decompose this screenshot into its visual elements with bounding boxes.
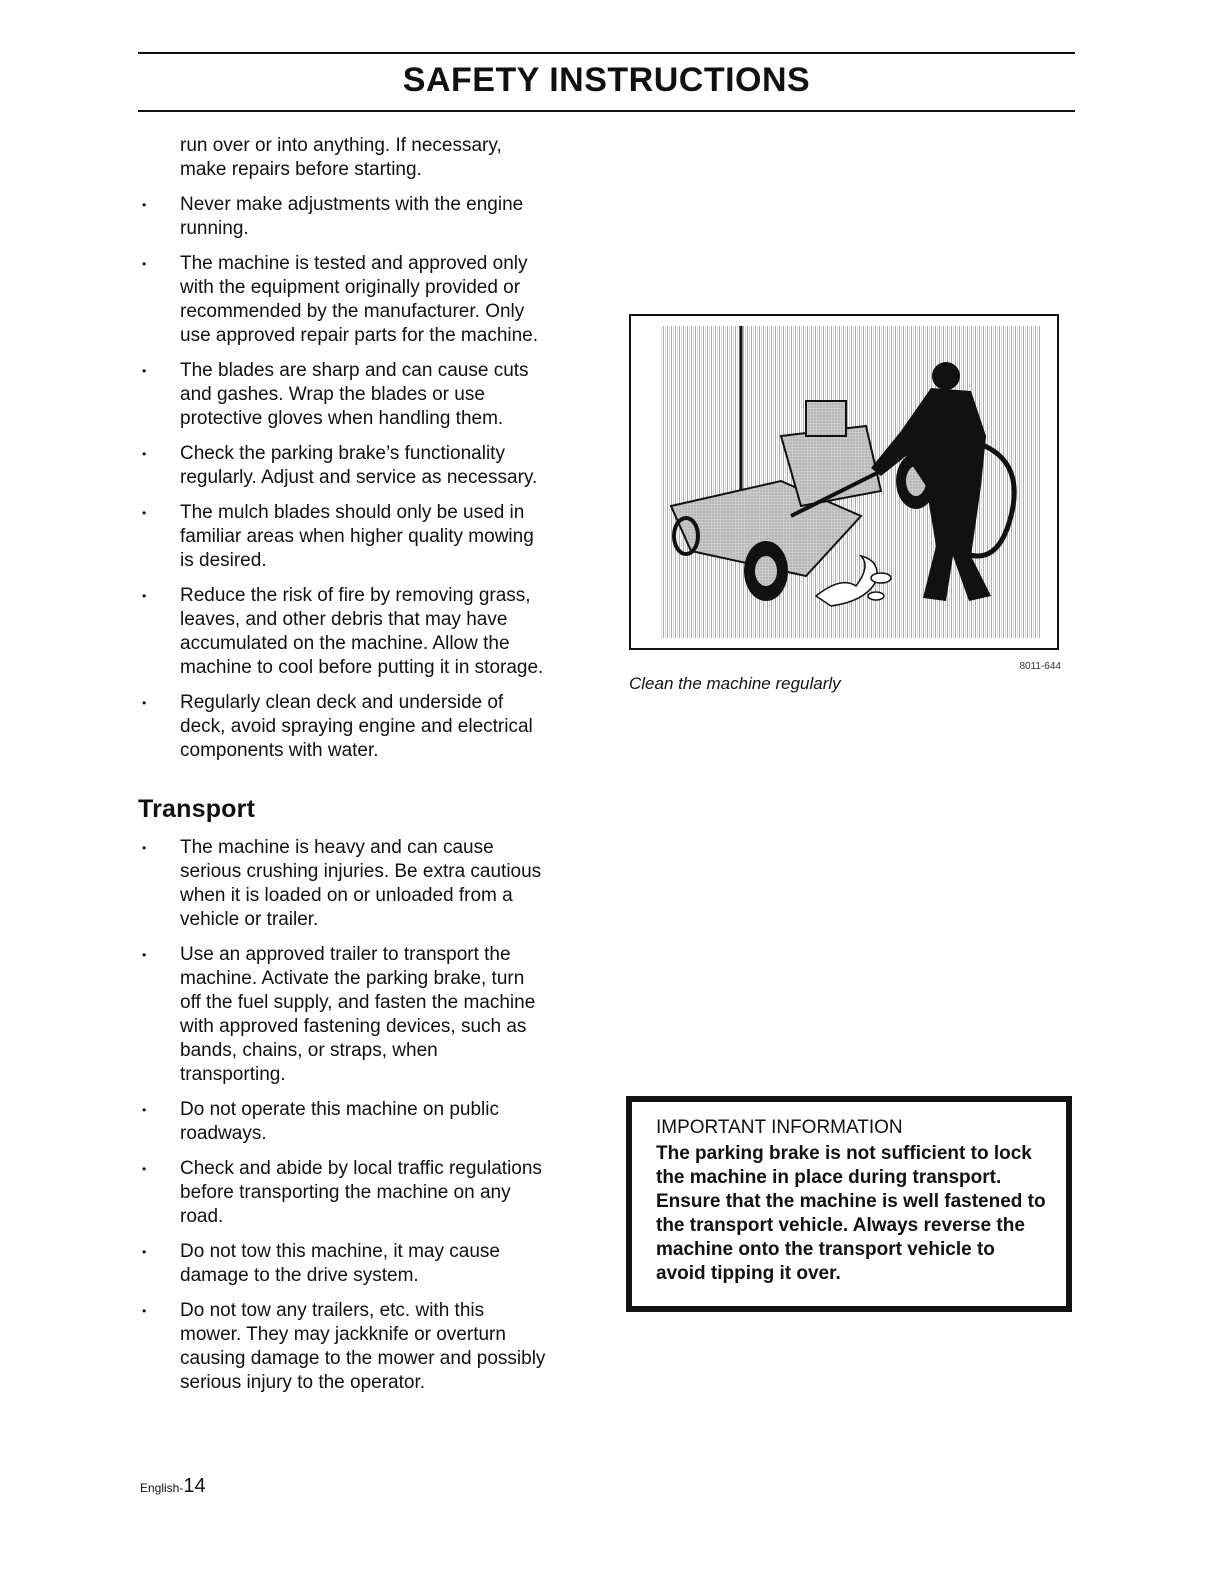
bullet-icon: • (142, 364, 147, 378)
bullet-icon: • (142, 1245, 147, 1259)
bullet-icon: • (142, 841, 147, 855)
maintenance-item (138, 193, 548, 241)
maintenance-item-text: Never make adjustments with the engine running. (180, 194, 524, 239)
maintenance-item-text: The blades are sharp and can cause cuts and gashes. Wrap the blades or use protective gloves when handling them. (180, 360, 529, 429)
bullet-icon: • (142, 447, 147, 461)
important-body: The parking brake is not sufficient to lock the machine in place during transport. Ensure that the machine is well fastened to the transport vehicle. Always reverse the machine onto the transport vehicle to avoid tipping it over. (656, 1143, 1046, 1284)
transport-item (138, 1240, 548, 1288)
bullet-icon: • (142, 506, 147, 520)
bullet-icon: • (142, 948, 147, 962)
maintenance-item-text: The mulch blades should only be used in familiar areas when higher quality mowing is desired. (180, 502, 534, 571)
maintenance-item-text: Reduce the risk of fire by removing grass, leaves, and other debris that may have accumulated on the machine. Allow the machine to cool before putting it in storage. (180, 585, 544, 678)
transport-item (138, 836, 548, 932)
footer-language: English- (140, 1481, 184, 1495)
transport-item-text: Use an approved trailer to transport the machine. Activate the parking brake, turn off the fuel supply, and fasten the machine with approved fastening devices, such as bands, chains, or straps, when transporting. (180, 944, 536, 1085)
transport-item (138, 1157, 548, 1229)
page-footer (140, 1474, 206, 1500)
bullet-icon: • (142, 1103, 147, 1117)
maintenance-item (138, 501, 548, 573)
bullet-icon: • (142, 1162, 147, 1176)
bullet-icon: • (142, 257, 147, 271)
maintenance-item-text: The machine is tested and approved only with the equipment originally provided or recommended by the manufacturer. Only use approved repair parts for the machine. (180, 253, 539, 346)
transport-item (138, 1299, 548, 1395)
page-number: 14 (183, 1475, 206, 1497)
maintenance-list (138, 193, 548, 763)
transport-item (138, 943, 548, 1087)
bullet-icon: • (142, 198, 147, 212)
header-rule-bottom (138, 110, 1075, 112)
transport-item (138, 1098, 548, 1146)
transport-item-text: The machine is heavy and can cause serious crushing injuries. Be extra cautious when it is loaded on or unloaded from a vehicle or trailer. (180, 837, 542, 930)
header-rule-top (138, 52, 1075, 54)
transport-item-text: Do not tow any trailers, etc. with this mower. They may jackknife or overturn causing damage to the mower and possibly serious injury to the operator. (180, 1300, 546, 1393)
transport-item-text: Do not tow this machine, it may cause damage to the drive system. (180, 1241, 500, 1286)
page-title: SAFETY INSTRUCTIONS (402, 61, 811, 99)
maintenance-item (138, 359, 548, 431)
maintenance-item (138, 584, 548, 680)
bullet-icon: • (142, 1304, 147, 1318)
maintenance-item (138, 442, 548, 490)
mower-washing-illustration (631, 316, 1057, 648)
transport-list (138, 836, 548, 1395)
transport-item-text: Do not operate this machine on public roadways. (180, 1099, 499, 1144)
figure-code: 8011-644 (1019, 661, 1061, 672)
important-information-box (626, 1096, 1072, 1312)
bullet-icon: • (142, 589, 147, 603)
important-title: IMPORTANT INFORMATION (656, 1117, 903, 1138)
continuation-text: run over or into anything. If necessary, make repairs before starting. (180, 135, 502, 180)
figure-caption: Clean the machine regularly (629, 674, 841, 693)
maintenance-item-text: Regularly clean deck and underside of deck, avoid spraying engine and electrical components with water. (180, 692, 533, 761)
maintenance-item (138, 252, 548, 348)
bullet-icon: • (142, 696, 147, 710)
left-column (138, 134, 548, 1406)
figure-frame (629, 314, 1059, 650)
transport-item-text: Check and abide by local traffic regulations before transporting the machine on any road. (180, 1158, 542, 1227)
transport-heading: Transport (138, 795, 256, 823)
maintenance-item-text: Check the parking brake’s functionality regularly. Adjust and service as necessary. (180, 443, 538, 488)
maintenance-item (138, 691, 548, 763)
